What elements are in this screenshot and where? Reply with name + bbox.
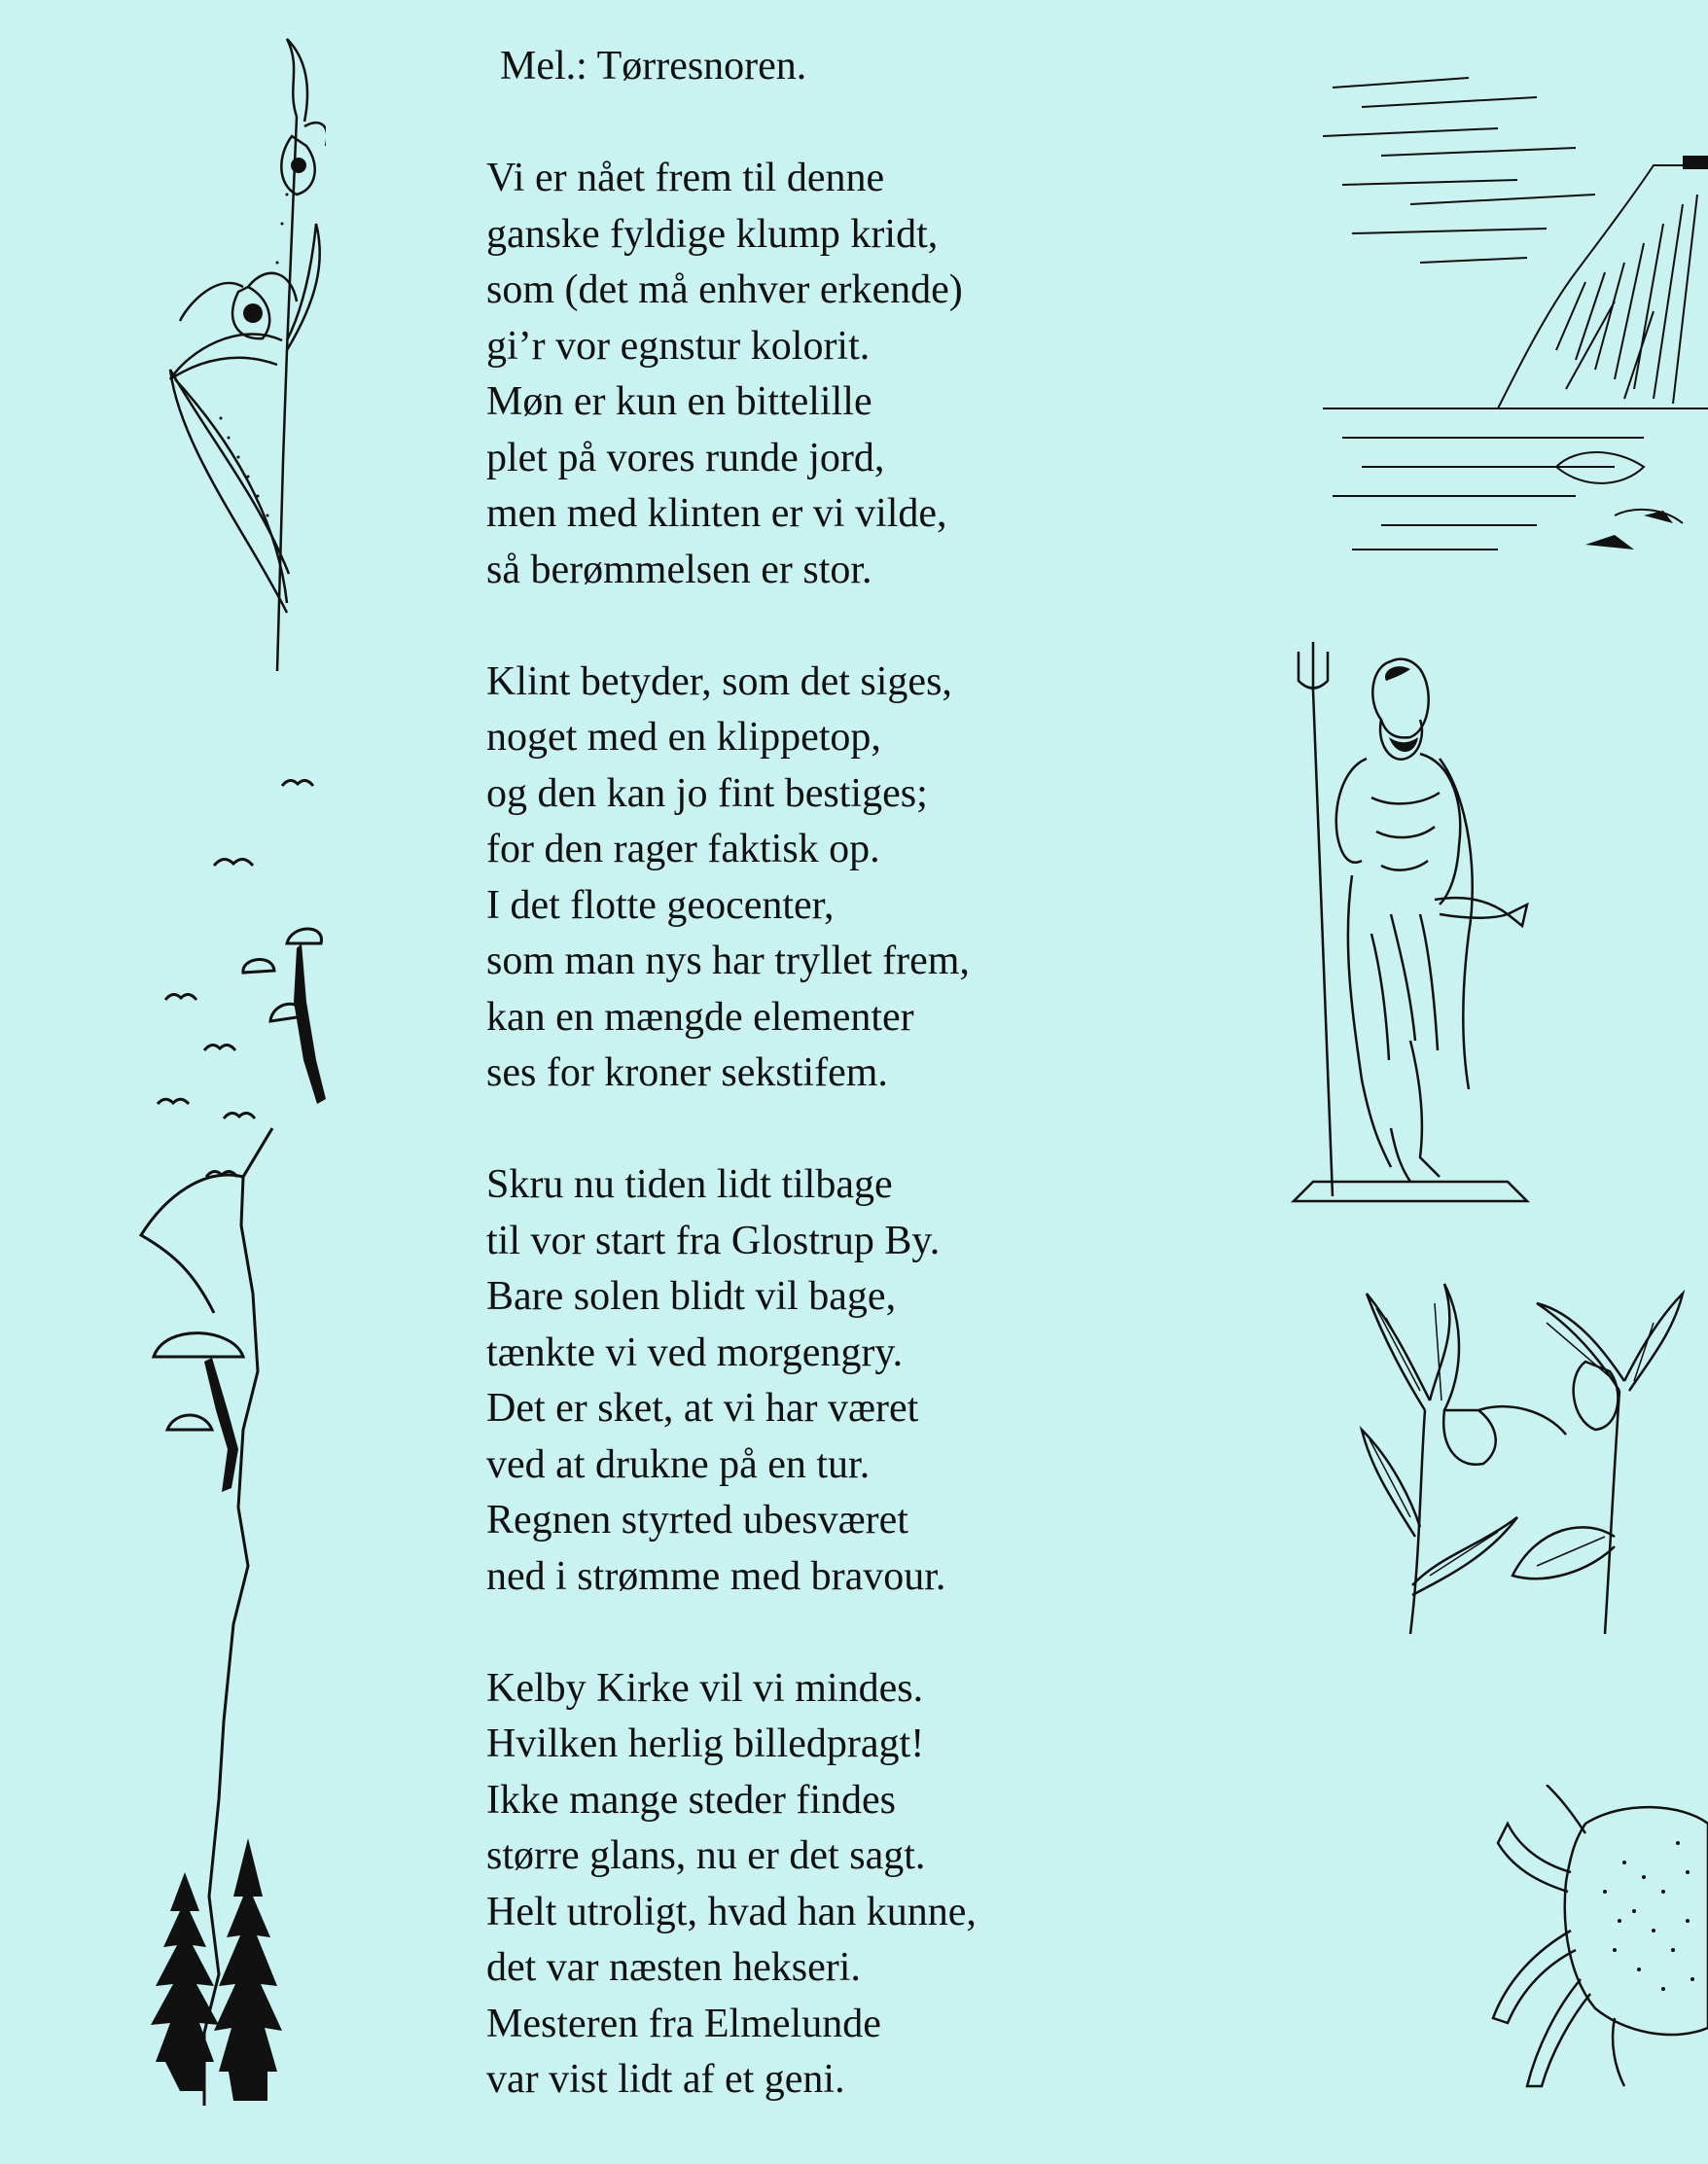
orchid-icon	[131, 29, 326, 681]
ladys-slipper-orchids-icon	[1352, 1264, 1692, 1653]
chalk-cliff-sea-icon	[1323, 58, 1708, 564]
stanza-2	[486, 655, 1109, 1102]
poem-line: Kelby Kirke vil vi mindes.	[486, 1665, 924, 1711]
poem-line: større glans, nu er det sagt.	[486, 1833, 926, 1878]
poem-line: for den rager faktisk op.	[486, 827, 880, 871]
poem-line: ved at drukne på en tur.	[486, 1441, 871, 1487]
poem-line: Hvilken herlig billedpragt!	[486, 1721, 925, 1766]
poem-line: Mesteren fra Elmelunde	[486, 2001, 881, 2046]
poem-line: som (det må enhver erkende)	[486, 267, 963, 312]
stanza-3	[486, 1157, 1109, 1605]
stanza-1	[486, 151, 1109, 598]
poem-line: Helt utroligt, hvad han kunne,	[486, 1889, 977, 1934]
poem-line: til vor start fra Glostrup By.	[486, 1218, 941, 1263]
crab-icon	[1478, 1785, 1708, 2096]
poem-line: tænkte vi ved morgengry.	[486, 1330, 904, 1375]
melody-heading: Mel.: Tørresnoren.	[500, 44, 807, 89]
poem-line: kan en mængde elementer	[486, 994, 914, 1040]
neptune-statue-icon	[1274, 622, 1547, 1225]
poem-line: noget med en klippetop,	[486, 715, 881, 760]
poem-line: plet på vores runde jord,	[486, 435, 885, 480]
poem-line: Skru nu tiden lidt tilbage	[486, 1162, 893, 1207]
poem-line: var vist lidt af et geni.	[486, 2057, 845, 2102]
poem-line: Bare solen blidt vil bage,	[486, 1274, 897, 1319]
poem-line: gi’r vor egnstur kolorit.	[486, 323, 871, 369]
poem-line: Det er sket, at vi har været	[486, 1386, 919, 1431]
poem-line: så berømmelsen er stor.	[486, 547, 872, 592]
poem	[486, 151, 1109, 2164]
poem-line: det var næsten hekseri.	[486, 1945, 861, 1990]
poem-line: Klint betyder, som det siges,	[486, 658, 952, 704]
poem-line: og den kan jo fint bestiges;	[486, 770, 928, 816]
poem-line: ses for kroner sekstifem.	[486, 1050, 888, 1095]
poem-line: Vi er nået frem til denne	[486, 156, 885, 200]
poem-line: Ikke mange steder findes	[486, 1777, 897, 1823]
poem-line: men med klinten er vi vilde,	[486, 491, 947, 536]
poem-line: I det flotte geocenter,	[486, 882, 835, 928]
cliff-birds-trees-icon	[126, 768, 340, 2111]
poem-line: som man nys har tryllet frem,	[486, 939, 970, 983]
poem-line: ned i strømme med bravour.	[486, 1553, 946, 1599]
poem-line: Regnen styrted ubesværet	[486, 1498, 908, 1543]
poem-line: ganske fyldige klump kridt,	[486, 211, 939, 257]
poem-line: Møn er kun en bittelille	[486, 379, 872, 424]
stanza-4	[486, 1661, 1109, 2109]
